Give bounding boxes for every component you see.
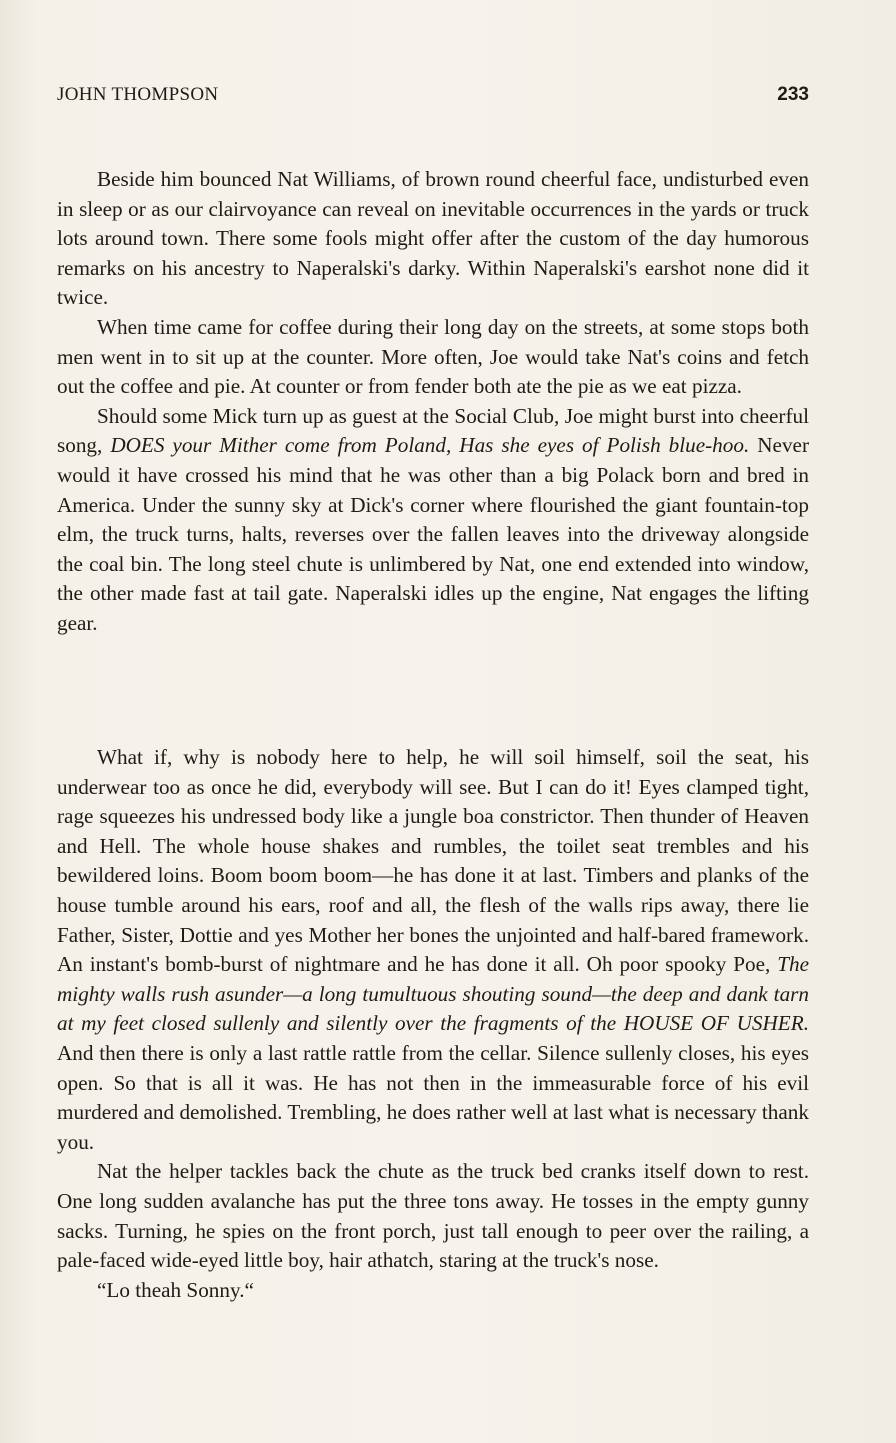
paragraph-text: And then there is only a last rattle rattle from the cellar. Silence sullenly closes, his eyes open. So that is all it was. He has not then in the immeasurable force of his evil murdered and demolished. Trembling, he does rather well at last what is necessary thank you. [57,1040,809,1154]
page-number: 233 [777,84,809,105]
text-section-1 [57,165,809,639]
paragraph: When time came for coffee during their long day on the streets, at some stops both men went in to sit up at the counter. More often, Joe would take Nat's coins and fetch out the coffee and pie. At counter or from fender both ate the pie as we eat pizza. [57,314,809,399]
paragraph [57,743,809,1157]
paragraph-text: What if, why is nobody here to help, he will soil himself, soil the seat, his underwear too as once he did, everybody will see. But I can do it! Eyes clamped tight, rage squeezes his undressed body like a jungle boa constrictor. Then thunder of Heaven and Hell. The whole house shakes and rumbles, the toilet seat trembles and his bewildered loins. Boom boom boom—he has done it at last. Timbers and planks of the house tumble around his ears, roof and all, the flesh of the walls rips away, there lie Father, Sister, Dottie and yes Mother her bones the unjointed and half-bared framework. An instant's bomb-burst of nightmare and he has done it all. Oh poor spooky Poe, [57,745,809,977]
running-head-author: JOHN THOMPSON [57,84,219,105]
paragraph-text: Should some Mick turn up as guest at the Social Club, Joe might burst into cheerful song, [57,403,809,458]
running-head [57,84,809,106]
paragraph-text: Never would it have crossed his mind that he was other than a big Polack born and bred in America. Under the sunny sky at Dick's corner where flourished the giant fountain-top elm, the truck turns, halts, reverses over the fallen leaves into the driveway alongside the coal bin. The long steel chute is unlimbered by Nat, one end extended into window, the other made fast at tail gate. Naperalski idles up the engine, Nat engages the lifting gear. [57,433,810,635]
paragraph: Nat the helper tackles back the chute as the truck bed cranks itself down to rest. One long sudden avalanche has put the three tons away. He tosses in the empty gunny sacks. Turning, he spies on the front porch, just tall enough to peer over the railing, a pale-faced wide-eyed little boy, hair athatch, staring at the truck's nose. [57,1159,809,1273]
paragraph: “Lo theah Sonny.“ [97,1277,254,1302]
paragraph: Beside him bounced Nat Williams, of brown round cheerful face, undisturbed even in sleep or as our clairvoyance can reveal on inevitable occurrences in the yards or truck lots around town. There some fools might offer after the custom of the day humorous remarks on his ancestry to Naperalski's darky. Within Naperalski's earshot none did it twice. [57,167,809,310]
poe-quotation-italic: The mighty walls rush asunder—a long tumultuous shouting sound—the deep and dank tarn at my feet closed sullenly and silently over the fragments of the HOUSE OF USHER. [57,952,809,1036]
paragraph [57,402,809,639]
song-lyric-italic: DOES your Mither come from Poland, Has she eyes of Polish blue-hoo. [110,433,750,458]
text-section-2 [57,743,809,1305]
